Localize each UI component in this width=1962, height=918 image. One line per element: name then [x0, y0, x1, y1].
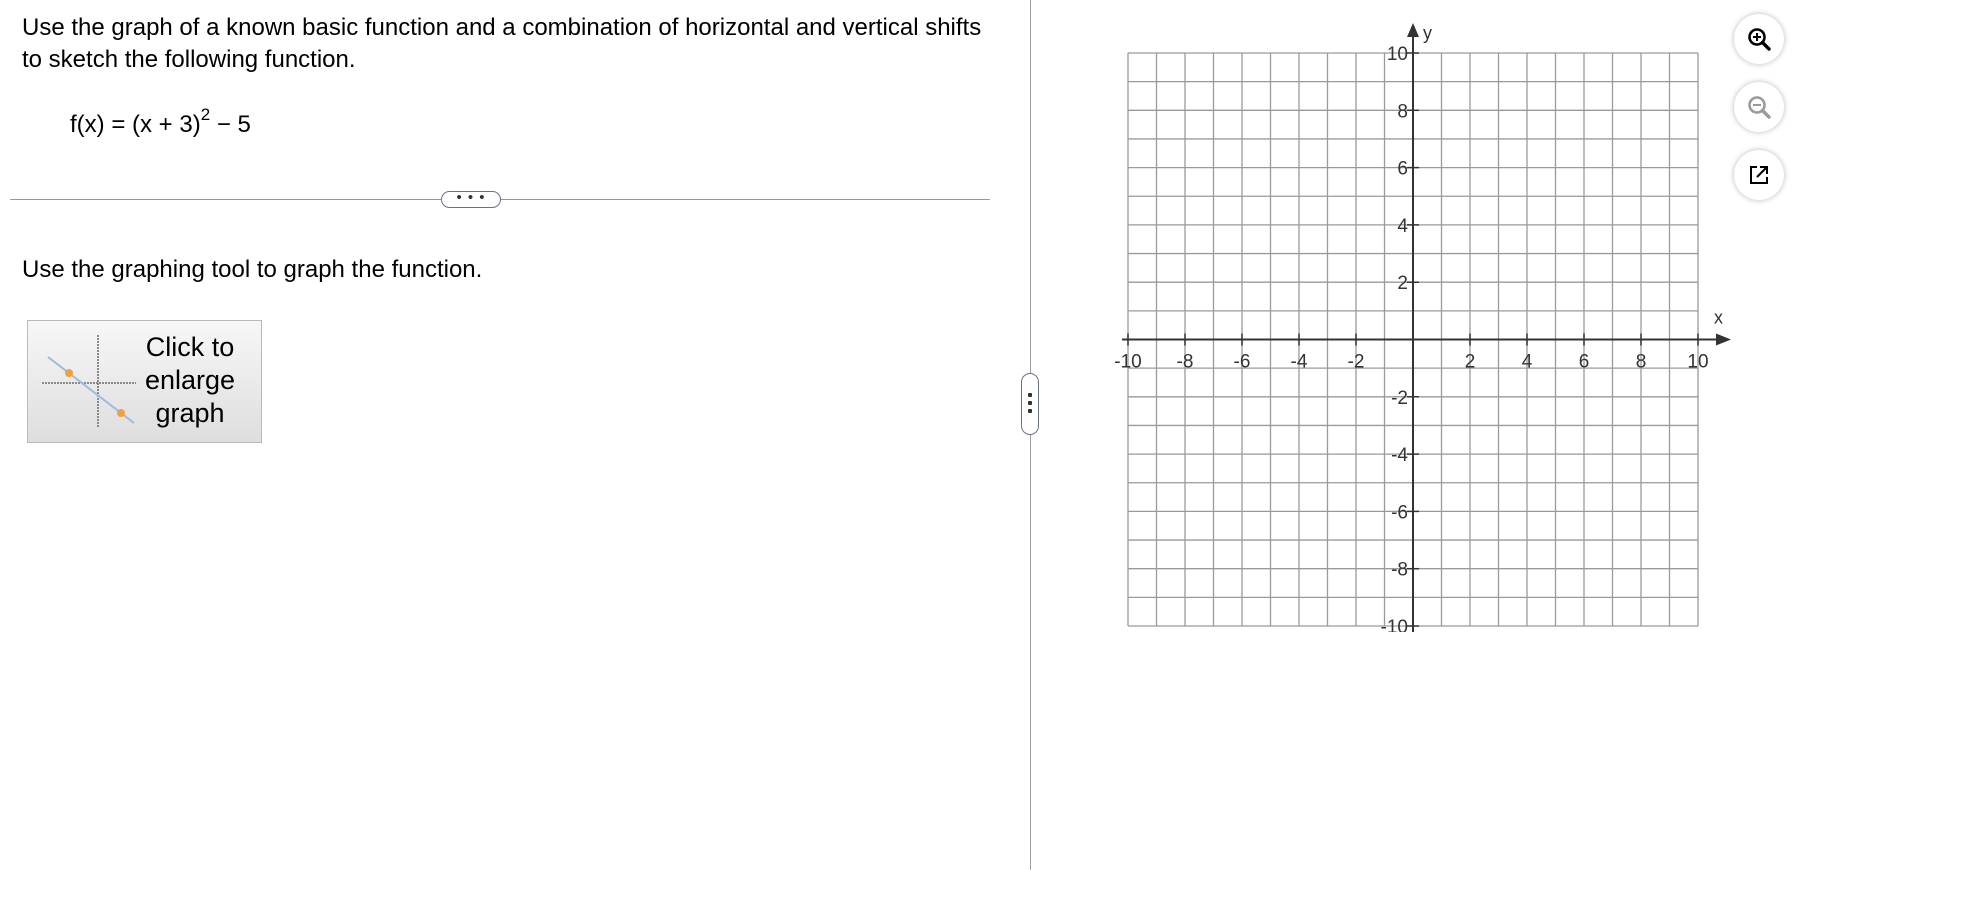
- x-tick-label: 4: [1521, 351, 1533, 373]
- y-tick-label: 4: [1397, 215, 1408, 237]
- x-tick-label: -10: [1114, 351, 1142, 373]
- zoom-out-icon: [1747, 95, 1771, 119]
- formula-exponent: 2: [200, 105, 211, 124]
- x-tick-label: -2: [1347, 351, 1365, 373]
- y-tick-label: 10: [1386, 44, 1408, 65]
- pane-divider: [1030, 0, 1031, 870]
- function-formula: [70, 105, 251, 139]
- y-tick-label: -2: [1391, 387, 1408, 409]
- popout-button[interactable]: [1734, 150, 1784, 200]
- graphing-tool-instruction: Use the graphing tool to graph the function.: [22, 256, 483, 283]
- x-axis-arrow: [1716, 334, 1731, 346]
- x-tick-label: -8: [1176, 351, 1194, 373]
- x-tick-label: -4: [1290, 351, 1308, 373]
- y-tick-label: -8: [1391, 559, 1408, 581]
- zoom-out-button[interactable]: [1734, 82, 1784, 132]
- zoom-in-icon: [1747, 27, 1771, 51]
- enlarge-graph-label: Click to enlarge graph: [144, 332, 236, 428]
- y-tick-label: 2: [1397, 273, 1408, 295]
- x-tick-label: 6: [1578, 351, 1590, 373]
- x-tick-label: -6: [1233, 351, 1251, 373]
- formula-base: f(x) = (x + 3): [70, 111, 201, 138]
- zoom-in-button[interactable]: [1734, 14, 1784, 64]
- x-tick-label: 2: [1464, 351, 1476, 373]
- enlarge-graph-button[interactable]: [27, 320, 262, 443]
- y-axis-arrow: [1407, 23, 1419, 37]
- y-tick-label: -4: [1391, 445, 1408, 467]
- y-tick-label: -6: [1391, 502, 1408, 524]
- question-instruction: Use the graph of a known basic function and a combination of horizontal and vertical shifts to sketch the following function.: [22, 14, 982, 73]
- external-link-icon: [1747, 163, 1771, 187]
- y-axis-label: y: [1423, 23, 1432, 43]
- y-tick-label: -10: [1380, 617, 1408, 632]
- x-tick-label: 8: [1635, 351, 1647, 373]
- x-axis-label: x: [1714, 307, 1723, 328]
- expand-more-button[interactable]: • • •: [441, 191, 501, 208]
- pane-resize-handle[interactable]: [1021, 373, 1039, 435]
- formula-tail: − 5: [210, 111, 251, 138]
- y-tick-label: 6: [1397, 158, 1408, 180]
- graphing-area[interactable]: [1100, 12, 1740, 632]
- x-tick-label: 10: [1687, 351, 1709, 373]
- graph-thumbnail-icon: [38, 333, 138, 429]
- y-tick-label: 8: [1397, 101, 1408, 123]
